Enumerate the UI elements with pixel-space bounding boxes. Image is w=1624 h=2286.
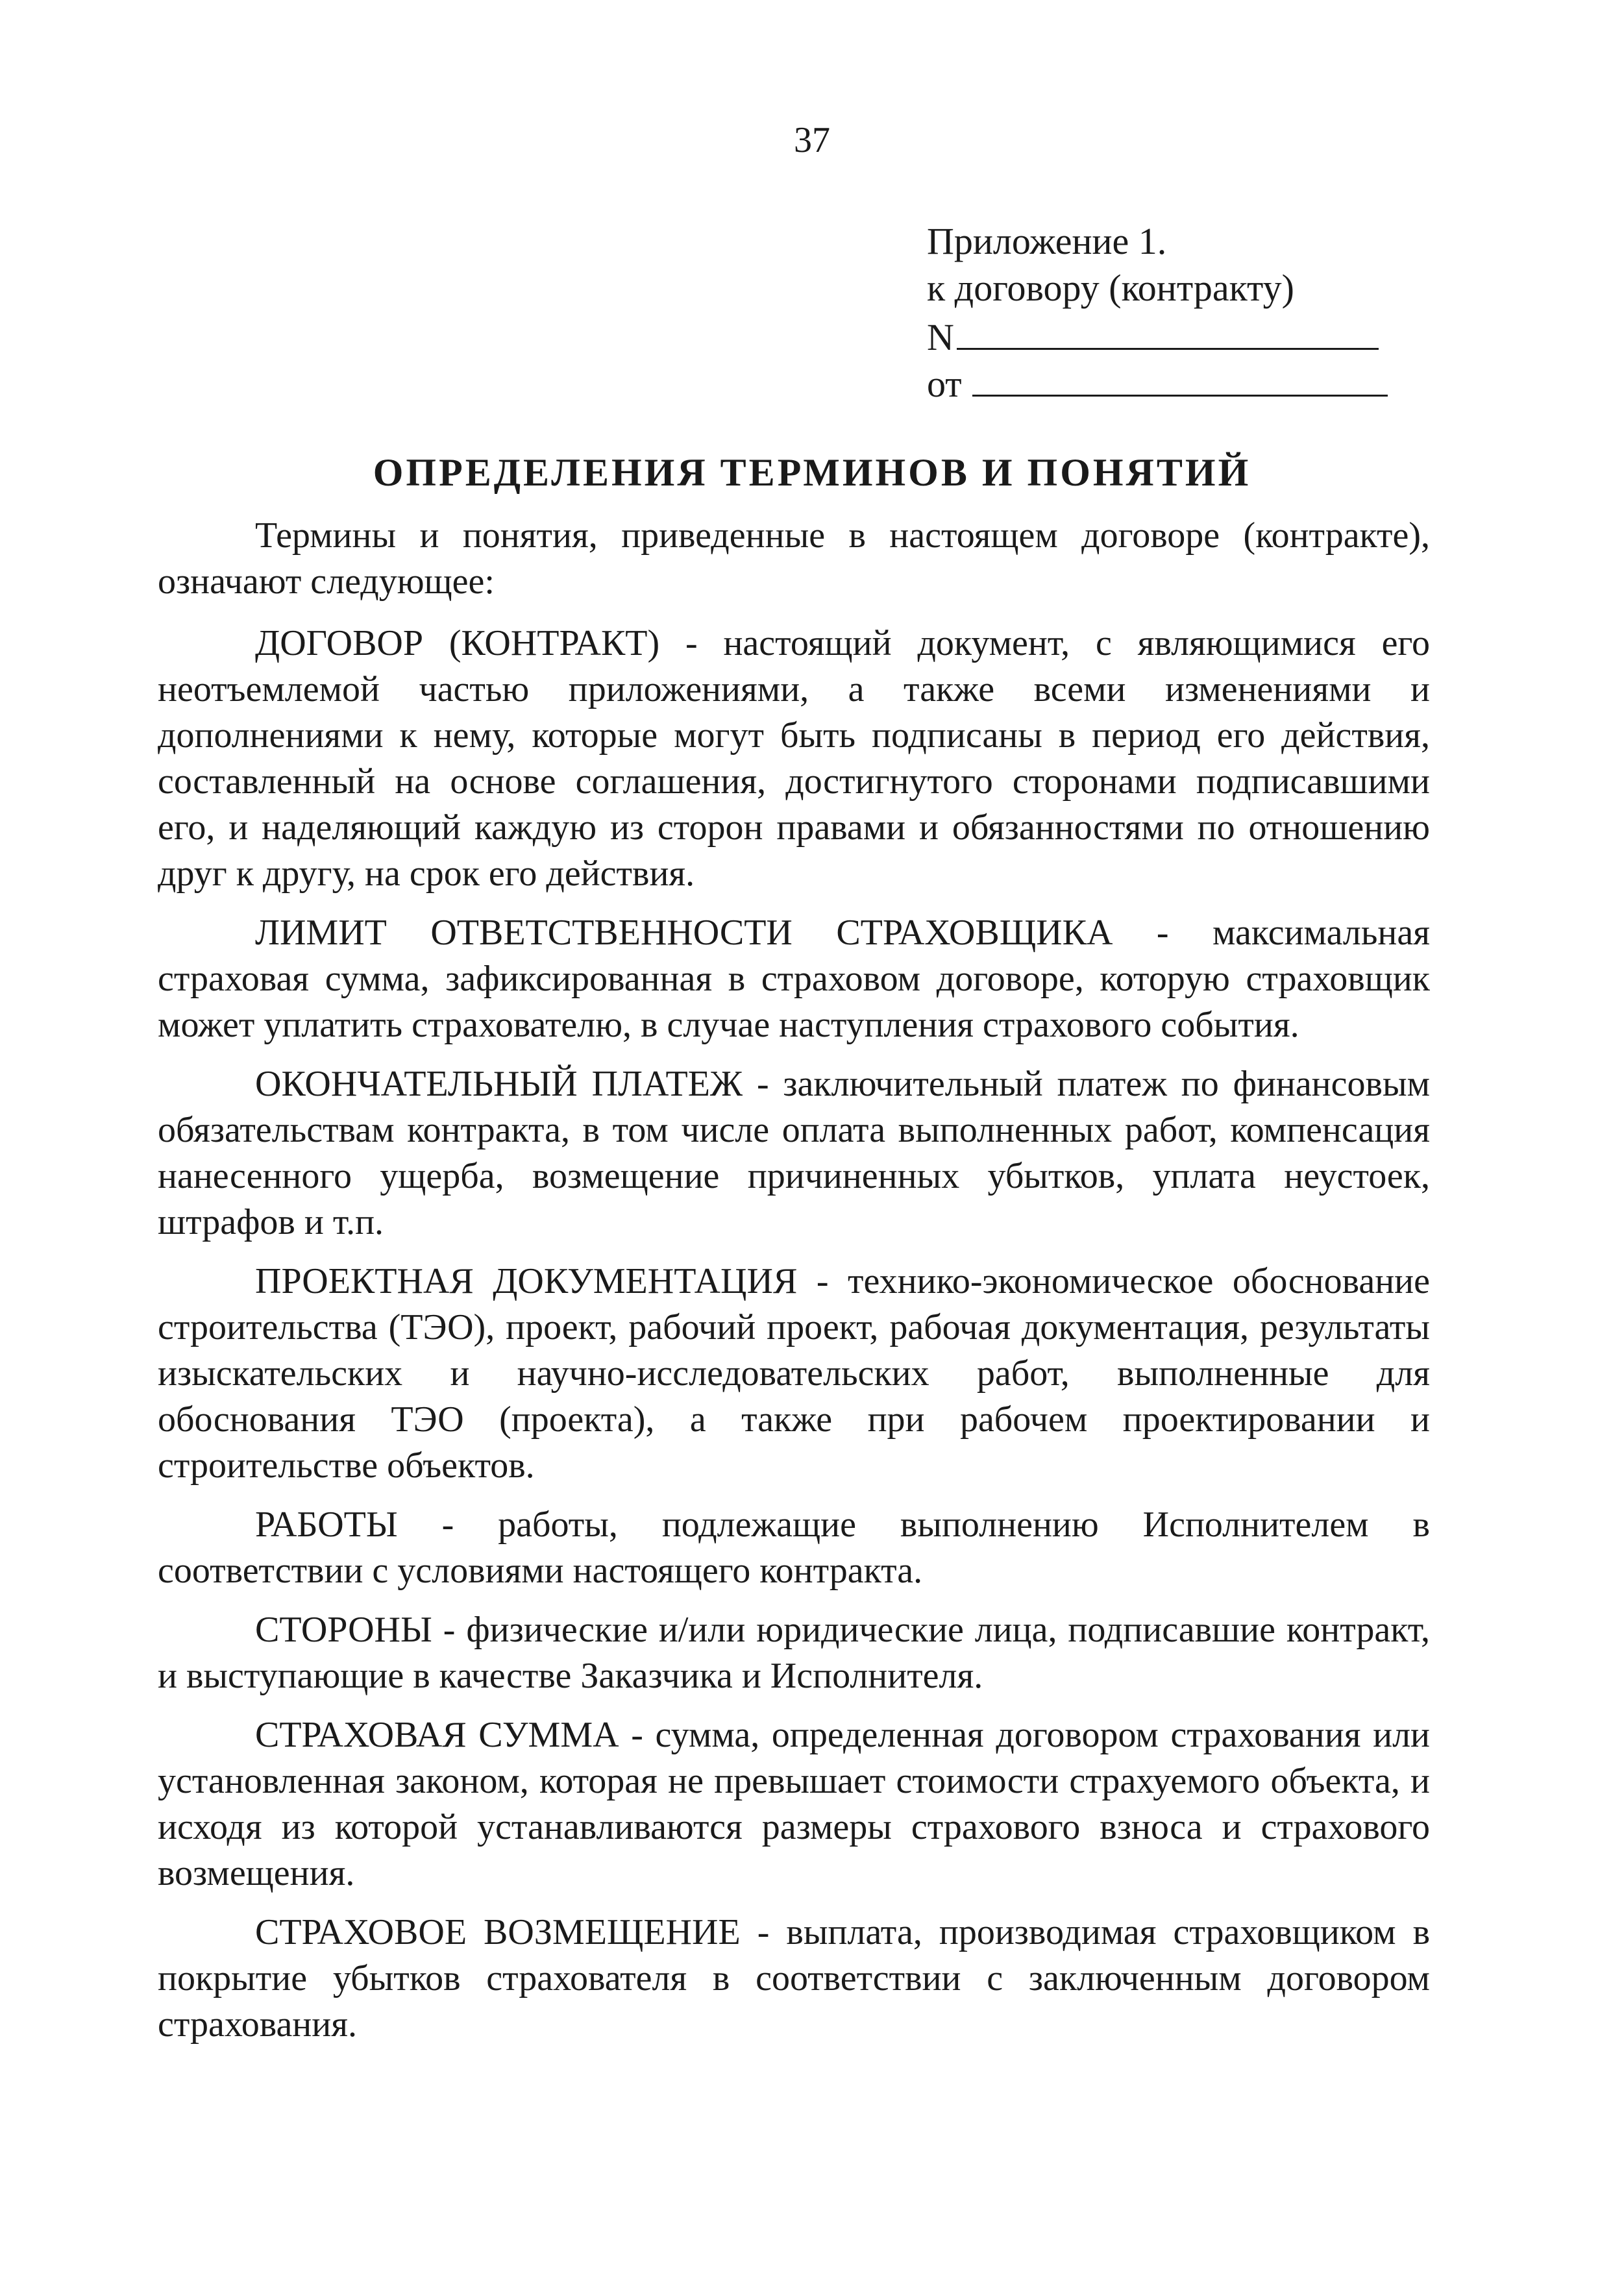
date-label: от <box>927 363 962 405</box>
page-number: 37 <box>794 120 830 160</box>
number-label: N <box>927 316 954 358</box>
definition-insurer-limit <box>158 910 1430 1048</box>
definition-project-documentation <box>158 1259 1430 1489</box>
definition-text: - физические и/или юридические лица, подписавшие контракт, и выступающие в качестве Заказчика и Исполнителя. <box>158 1610 1430 1696</box>
definition-text: - максимальная страховая сумма, зафиксированная в страховом договоре, которую страховщик может уплатить страхователю, в случае наступления страхового события. <box>158 913 1430 1045</box>
term-final-payment: ОКОНЧАТЕЛЬНЫЙ ПЛАТЕЖ <box>255 1064 743 1104</box>
date-blank <box>972 358 1388 397</box>
appendix-block <box>927 218 1388 405</box>
term-insurance-compensation: СТРАХОВОЕ ВОЗМЕЩЕНИЕ <box>255 1912 741 1952</box>
definition-contract <box>158 621 1430 897</box>
term-parties: СТОРОНЫ <box>255 1610 432 1650</box>
appendix-number-line <box>927 312 1388 358</box>
definition-text: - заключительный платеж по финансовым обязательствам контракта, в том числе оплата выполненных работ, компенсация нанесенного ущерба, возмещение причиненных убытков, уплата неустоек, штрафов и т.п. <box>158 1064 1431 1242</box>
definition-insurance-compensation <box>158 1910 1430 2048</box>
term-works: РАБОТЫ <box>255 1505 398 1545</box>
intro-paragraph: Термины и понятия, приведенные в настоящем договоре (контракте), означают следующее: <box>158 515 1430 602</box>
definitions-body <box>158 513 1430 2061</box>
definition-works <box>158 1502 1430 1594</box>
definition-text: - выплата, производимая страховщиком в покрытие убытков страхователя в соответствии с заключенным договором страхования. <box>158 1912 1431 2045</box>
number-blank <box>957 312 1379 350</box>
term-contract: ДОГОВОР (КОНТРАКТ) <box>255 623 660 663</box>
appendix-date-line <box>927 358 1388 405</box>
definition-text: - работы, подлежащие выполнению Исполнителем в соответствии с условиями настоящего контракта. <box>158 1505 1430 1591</box>
term-insured-sum: СТРАХОВАЯ СУММА <box>255 1715 619 1755</box>
definition-text: - технико-экономическое обоснование строительства (ТЭО), проект, рабочий проект, рабочая документация, результаты изыскательских и научно-исследовательских работ, выполненные для обоснования ТЭО (проекта), а также при рабочем проектировании и строительстве объектов. <box>158 1261 1430 1486</box>
definition-text: - настоящий документ, с являющимися его неотъемлемой частью приложениями, а также всеми изменениями и дополнениями к нему, которые могут быть подписаны в период его действия, составленный на основе соглашения, достигнутого сторонами подписавшими его, и наделяющий каждую из сторон правами и обязанностями по отношению друг к другу, на срок его действия. <box>158 623 1430 894</box>
document-title: ОПРЕДЕЛЕНИЯ ТЕРМИНОВ И ПОНЯТИЙ <box>373 451 1251 494</box>
term-insurer-limit: ЛИМИТ ОТВЕТСТВЕННОСТИ СТРАХОВЩИКА <box>255 913 1113 953</box>
definition-final-payment <box>158 1061 1430 1246</box>
term-project-documentation: ПРОЕКТНАЯ ДОКУМЕНТАЦИЯ <box>255 1261 798 1301</box>
appendix-title: Приложение 1. <box>927 220 1167 262</box>
definition-insured-sum <box>158 1712 1430 1897</box>
definition-parties <box>158 1607 1430 1699</box>
definition-text: - сумма, определенная договором страхования или установленная законом, которая не превышает стоимости страхуемого объекта, и исходя из которой устанавливаются размеры страхового взноса и страхового возмещения. <box>158 1715 1430 1893</box>
appendix-contract-ref: к договору (контракту) <box>927 267 1294 309</box>
